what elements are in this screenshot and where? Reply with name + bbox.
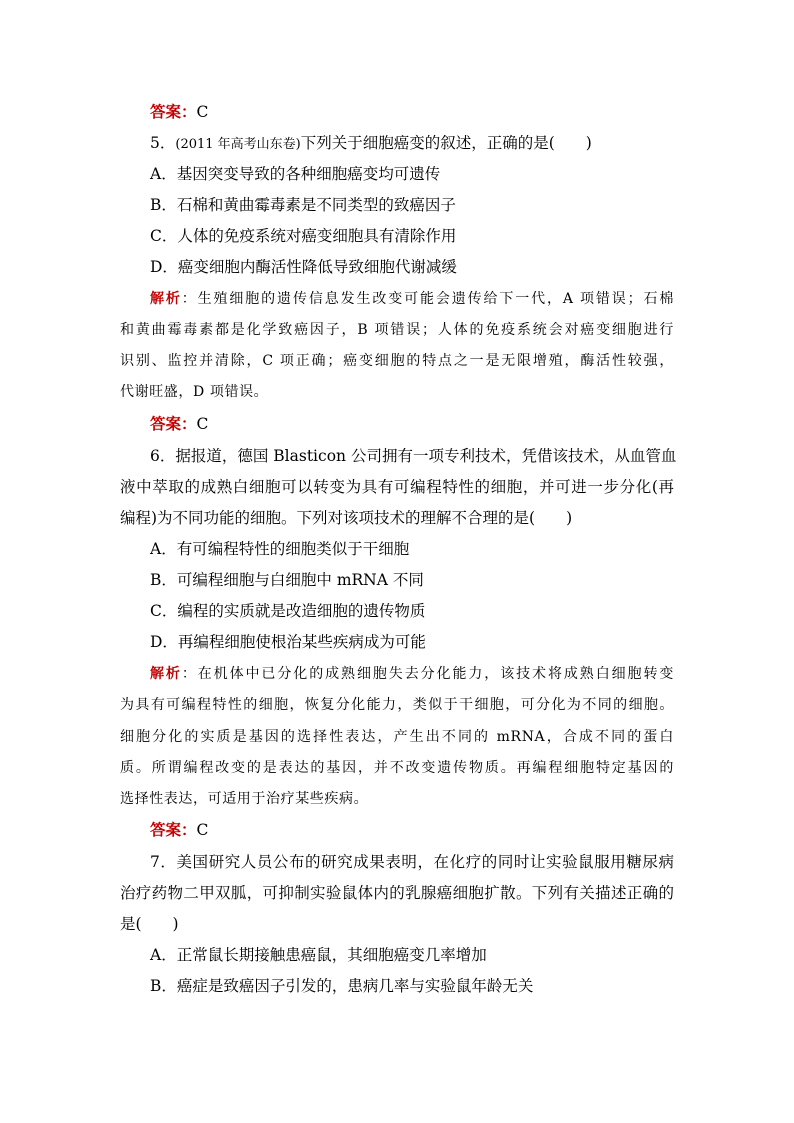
answer-label: 答案： [150, 820, 197, 839]
q6-option-d: D．再编程细胞使根治某些疾病成为可能 [150, 633, 426, 651]
q5-option-c: C．人体的免疫系统对癌变细胞具有清除作用 [150, 227, 457, 245]
analysis-label: 解析 [150, 666, 182, 682]
q6-stem-line-1: 6．据报道，德国 Blasticon 公司拥有一项专利技术，凭借该技术，从血管血 [150, 447, 677, 465]
answer-label: 答案： [150, 414, 197, 433]
q7-option-b: B．癌症是致癌因子引发的，患病几率与实验鼠年龄无关 [150, 977, 534, 995]
q5-analysis-line-1 [150, 289, 674, 309]
answer-value: C [196, 103, 209, 121]
q5-answer [150, 414, 208, 434]
q4-answer [150, 102, 208, 122]
question-source: (2011 年高考山东卷) [175, 137, 301, 152]
analysis-text: ：生殖细胞的遗传信息发生改变可能会遗传给下一代，A 项错误；石棉 [181, 291, 674, 307]
q6-option-c: C．编程的实质就是改造细胞的遗传物质 [150, 602, 426, 620]
q6-analysis-line-3: 细胞分化的实质是基因的选择性表达，产生出不同的 mRNA，合成不同的蛋白 [120, 729, 674, 745]
q5-option-a: A．基因突变导致的各种细胞癌变均可遗传 [150, 165, 441, 183]
analysis-label: 解析 [150, 291, 182, 307]
q6-stem-line-2: 液中萃取的成熟白细胞可以转变为具有可编程特性的细胞，并可进一步分化(再 [120, 478, 674, 496]
q6-option-a: A．有可编程特性的细胞类似于干细胞 [150, 540, 410, 558]
q6-analysis-line-2: 为具有可编程特性的细胞，恢复分化能力，类似于干细胞，可分化为不同的细胞。 [120, 697, 674, 713]
q5-option-b: B．石棉和黄曲霉毒素是不同类型的致癌因子 [150, 196, 456, 214]
q6-stem-line-3: 编程)为不同功能的细胞。下列对该项技术的理解不合理的是( ) [120, 509, 573, 527]
q5-option-d: D．癌变细胞内酶活性降低导致细胞代谢减缓 [150, 258, 457, 276]
q7-stem-line-2: 治疗药物二甲双胍，可抑制实验鼠体内的乳腺癌细胞扩散。下列有关描述正确的 [120, 884, 674, 902]
q6-analysis-line-1 [150, 664, 674, 684]
q5-analysis-line-2: 和黄曲霉毒素都是化学致癌因子，B 项错误；人体的免疫系统会对癌变细胞进行 [120, 322, 674, 338]
analysis-text: ：在机体中已分化的成熟细胞失去分化能力，该技术将成熟白细胞转变 [181, 666, 674, 682]
q5-stem [150, 133, 592, 155]
answer-value: C [196, 821, 209, 839]
answer-value: C [196, 415, 209, 433]
q5-analysis-line-4: 代谢旺盛，D 项错误。 [120, 384, 269, 400]
q7-stem-line-1: 7．美国研究人员公布的研究成果表明，在化疗的同时让实验鼠服用糖尿病 [150, 853, 674, 871]
question-number: 5． [150, 134, 176, 152]
q7-stem-line-3: 是( ) [120, 915, 179, 933]
q7-option-a: A．正常鼠长期接触患癌鼠，其细胞癌变几率增加 [150, 946, 487, 964]
q6-analysis-line-5: 选择性表达，可适用于治疗某些疾病。 [120, 791, 369, 807]
answer-label: 答案： [150, 102, 197, 121]
question-text: 下列关于细胞癌变的叙述，正确的是( ) [300, 134, 592, 152]
q6-answer [150, 820, 208, 840]
q5-analysis-line-3: 识别、监控并清除，C 项正确；癌变细胞的特点之一是无限增殖，酶活性较强， [120, 353, 674, 369]
q6-analysis-line-4: 质。所谓编程改变的是表达的基因，并不改变遗传物质。再编程细胞特定基因的 [120, 760, 674, 776]
q6-option-b: B．可编程细胞与白细胞中 mRNA 不同 [150, 571, 424, 589]
